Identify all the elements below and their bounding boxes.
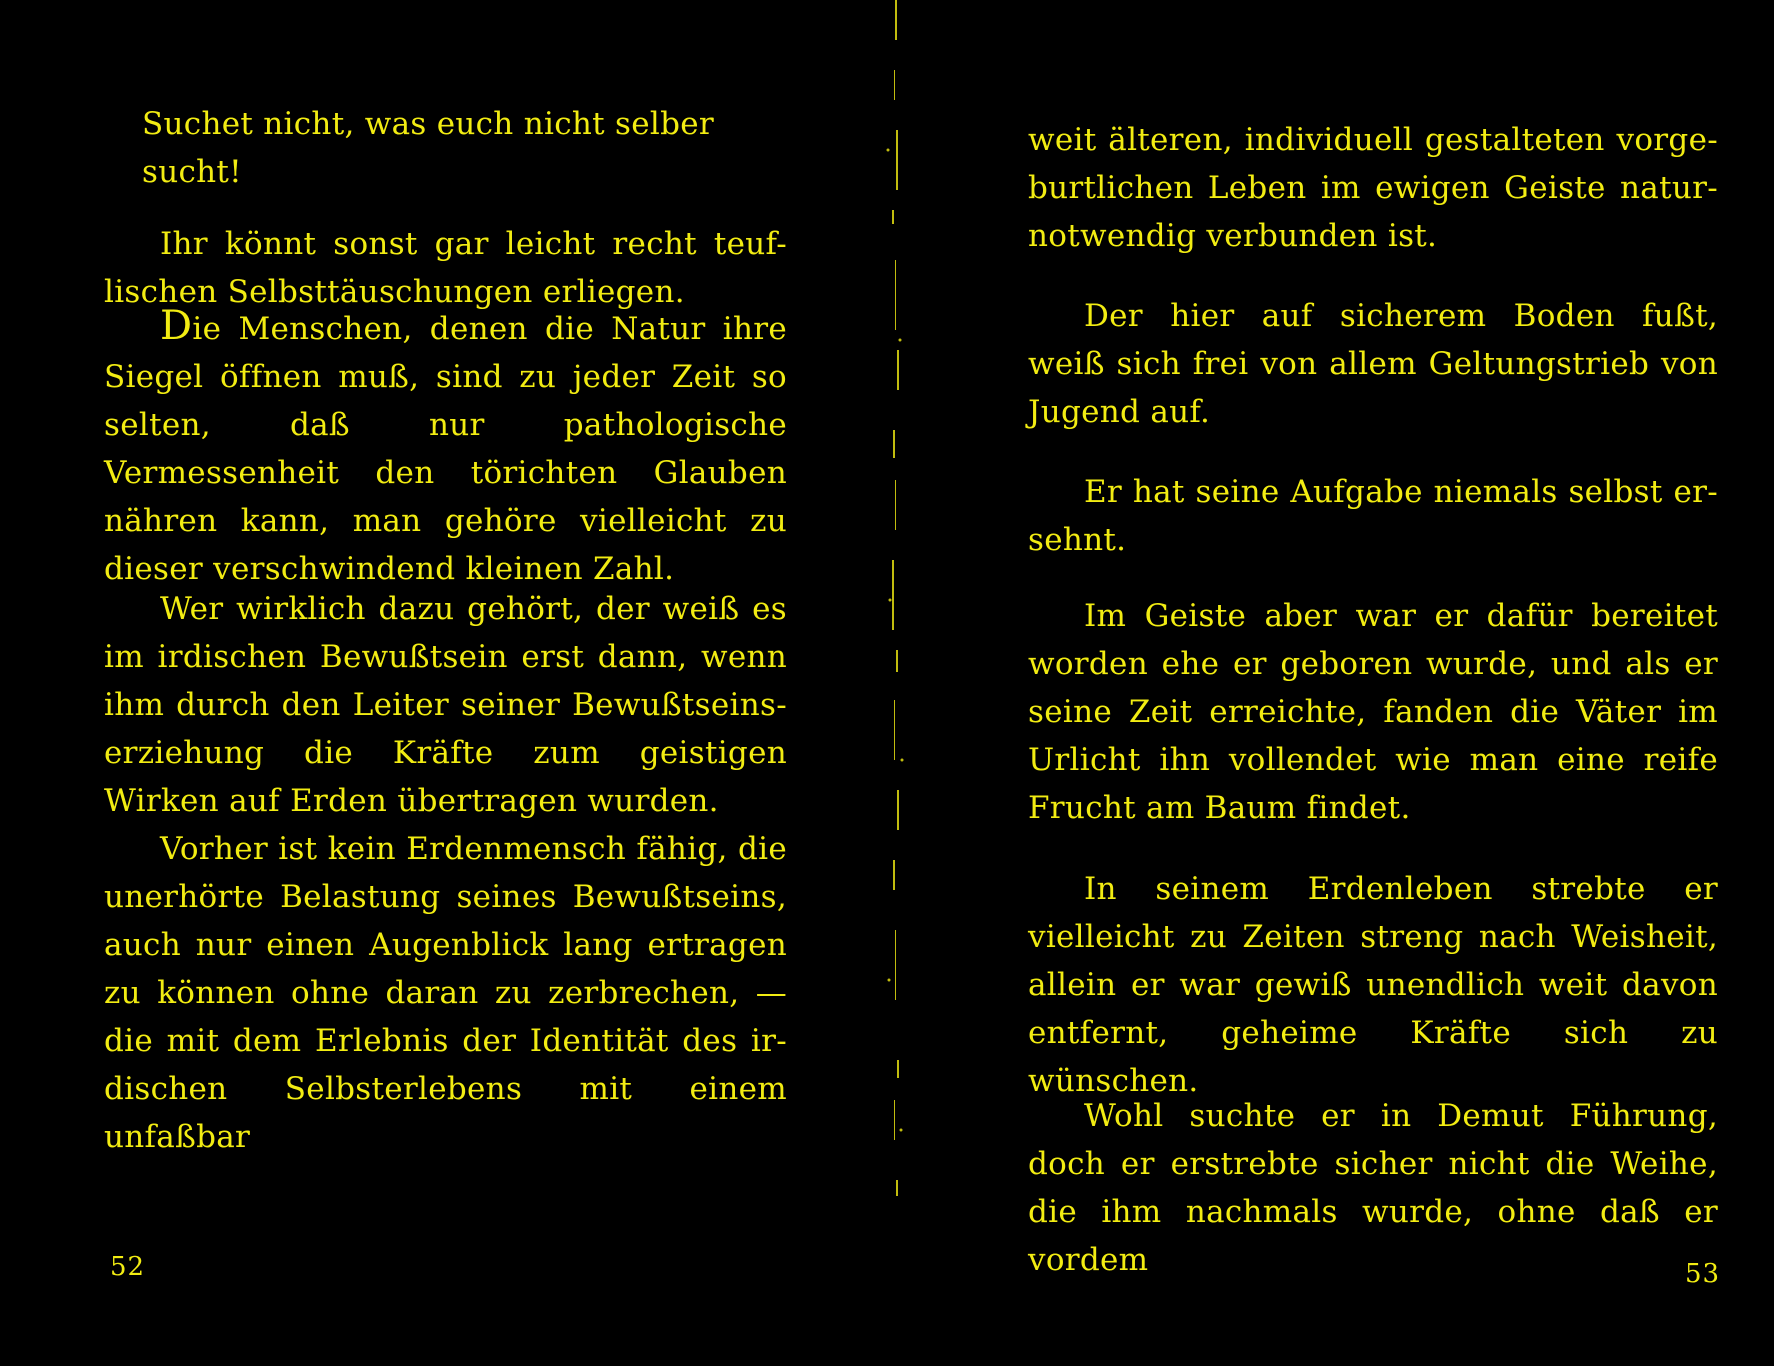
paragraph-1 bbox=[104, 305, 787, 593]
book-gutter bbox=[878, 0, 908, 1366]
right-page bbox=[905, 0, 1774, 1366]
r-paragraph-1-block bbox=[1028, 116, 1718, 260]
r-paragraph-2-block bbox=[1028, 292, 1718, 436]
r-paragraph-1: weit älteren, individuell gestalteten vorge-burtlichen Leben im ewigen Geiste natur-notwendig verbunden ist. bbox=[1028, 122, 1718, 254]
paragraph-2: Wer wirklich dazu gehört, der weiß es im irdischen Bewußtsein erst dann, wenn ihm durch den Leiter seiner Bewußtseins-erziehung die Kräfte zum geistigen Wirken auf Erden übertragen wurden. bbox=[104, 591, 787, 819]
page-number-right: 53 bbox=[1685, 1259, 1721, 1289]
paragraph-1-block bbox=[104, 305, 787, 593]
paragraph-3-block bbox=[104, 825, 787, 1161]
drop-cap: D bbox=[160, 303, 193, 349]
r-paragraph-4-block bbox=[1028, 592, 1718, 832]
motto-line-2: Ihr könnt sonst gar leicht recht teuf-lischen Selbsttäuschungen erliegen. bbox=[104, 226, 787, 310]
r-paragraph-3-block bbox=[1028, 468, 1718, 564]
r-paragraph-5-block bbox=[1028, 865, 1718, 1105]
motto-line-1: Suchet nicht, was euch nicht selber sucht! bbox=[142, 106, 715, 190]
r-paragraph-6-block bbox=[1028, 1092, 1718, 1284]
paragraph-2-block bbox=[104, 585, 787, 825]
r-paragraph-5: In seinem Erdenleben strebte er vielleicht zu Zeiten streng nach Weisheit, allein er war gewiß unendlich weit davon entfernt, geheime Kräfte sich zu wünschen. bbox=[1028, 871, 1718, 1099]
r-paragraph-3: Er hat seine Aufgabe niemals selbst er-sehnt. bbox=[1028, 474, 1718, 558]
r-paragraph-2: Der hier auf sicherem Boden fußt, weiß sich frei von allem Geltungstrieb von Jugend auf. bbox=[1028, 298, 1718, 430]
paragraph-3: Vorher ist kein Erdenmensch fähig, die unerhörte Belastung seines Bewußtseins, auch nur einen Augenblick lang ertragen zu können ohne daran zu zerbrechen, — die mit dem Erlebnis der Identität des ir-dischen Selbsterlebens mit einem unfaßbar bbox=[104, 831, 787, 1155]
motto-block bbox=[104, 100, 787, 316]
r-paragraph-4: Im Geiste aber war er dafür bereitet worden ehe er geboren wurde, und als er seine Zeit erreichte, fanden die Väter im Urlicht ihn vollendet wie man eine reife Frucht am Baum findet. bbox=[1028, 598, 1718, 826]
paragraph-1-text: ie Menschen, denen die Natur ihre Siegel öffnen muß, sind zu jeder Zeit so selten, daß nur pathologische Vermessenheit den törichten Glauben nähren kann, man gehöre vielleicht zu dieser verschwindend kleinen Zahl. bbox=[104, 311, 787, 587]
left-page bbox=[0, 0, 885, 1366]
r-paragraph-6: Wohl suchte er in Demut Führung, doch er erstrebte sicher nicht die Weihe, die ihm nachmals wurde, ohne daß er vordem bbox=[1028, 1098, 1718, 1278]
page-number-left: 52 bbox=[110, 1252, 146, 1282]
